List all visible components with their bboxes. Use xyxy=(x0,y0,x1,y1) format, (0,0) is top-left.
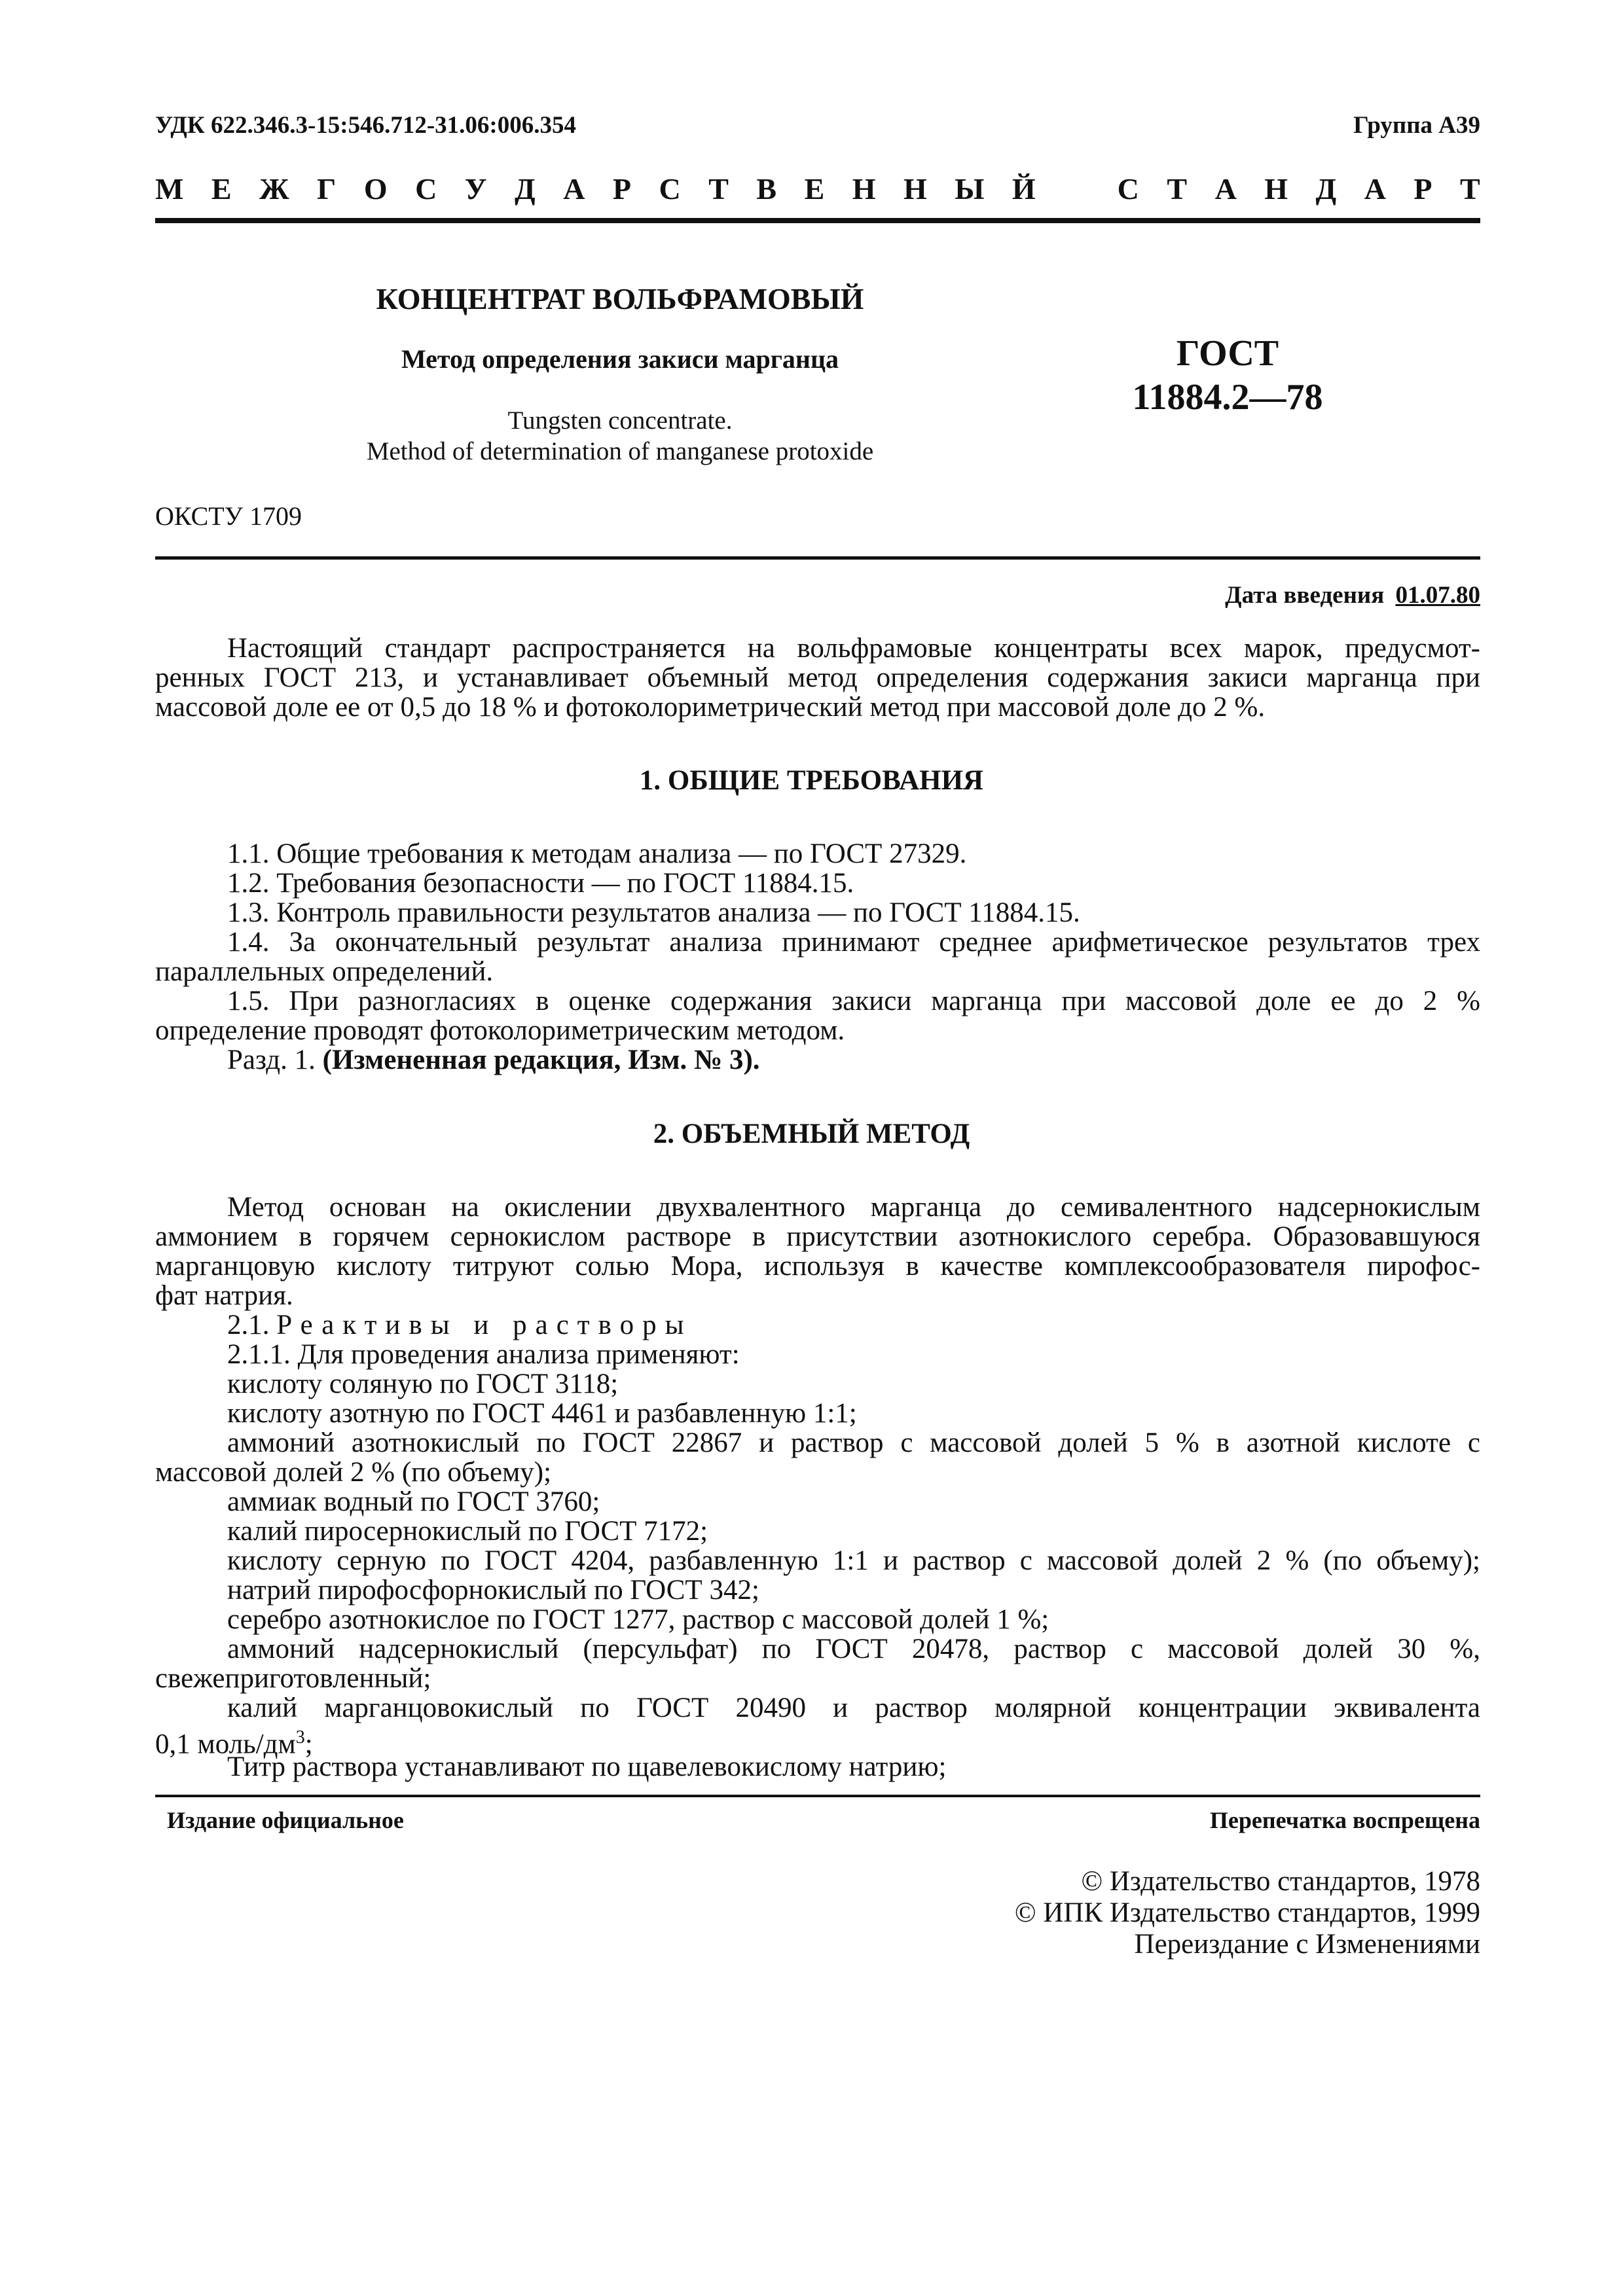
clause-1-2: 1.2. Требования безопасности — по ГОСТ 11884.15. xyxy=(227,868,854,899)
heading-letter: Н xyxy=(1264,172,1288,206)
clause-1-4: 1.4. За окончательный результат анализа принимают среднее арифметическое результатов трех xyxy=(227,927,1480,958)
header-thick-rule xyxy=(155,218,1480,223)
heading-letter: Ж xyxy=(259,172,289,206)
copyright-1999: © ИПК Издательство стандартов, 1999 xyxy=(1014,1897,1480,1928)
reagent-item: кислоту соляную по ГОСТ 3118; xyxy=(227,1369,619,1399)
reagent-item: калий марганцовокислый по ГОСТ 20490 и раствор молярной концентрации эквивалента xyxy=(227,1693,1480,1723)
clause-1-3: 1.3. Контроль правильности результатов анализа — по ГОСТ 11884.15. xyxy=(227,897,1080,928)
heading-letter: С xyxy=(415,172,437,206)
heading-letter: Д xyxy=(515,172,536,206)
document-title: КОНЦЕНТРАТ ВОЛЬФРАМОВЫЙ xyxy=(376,282,864,315)
concentration-value: 0,1 моль/дм xyxy=(155,1729,296,1760)
reagent-item: аммоний надсернокислый (персульфат) по ГОСТ 20478, раствор с массовой долей 30 %, xyxy=(227,1634,1480,1664)
introduction-date-value: 01.07.80 xyxy=(1395,582,1480,609)
heading-letter: Т xyxy=(1167,172,1188,206)
clause-1-5: 1.5. При разногласиях в оценке содержания закиси марганца при массовой доле ее до 2 % xyxy=(227,986,1480,1016)
section-1-title: 1. ОБЩИЕ ТРЕБОВАНИЯ xyxy=(639,765,984,796)
intro-line: массовой доле ее от 0,5 до 18 % и фотоколориметрический метод при массовой доле до 2 %. xyxy=(155,692,1266,723)
heading-letter: Г xyxy=(317,172,337,206)
gost-label: ГОСТ xyxy=(1176,333,1279,374)
clause-2-1-number: 2.1. xyxy=(227,1310,270,1340)
amendment-note-bold: (Измененная редакция, Изм. № 3). xyxy=(322,1045,760,1075)
heading-letter: А xyxy=(1214,172,1237,206)
clause-2-1-heading xyxy=(227,1310,693,1340)
heading-letter: В xyxy=(756,172,777,206)
amendment-note-prefix: Разд. 1. xyxy=(227,1045,323,1075)
reprint-prohibited: Перепечатка воспрещена xyxy=(1209,1807,1480,1833)
title-rule xyxy=(155,556,1480,560)
reagent-item: аммоний азотнокислый по ГОСТ 22867 и раствор с массовой долей 5 % в азотной кислоте с xyxy=(227,1427,1480,1458)
intro-line: ренных ГОСТ 213, и устанавливает объемный метод определения содержания закиси марганца при xyxy=(155,662,1480,693)
reagent-item: аммиак водный по ГОСТ 3760; xyxy=(227,1486,600,1517)
group-code: Группа А39 xyxy=(1353,112,1480,139)
english-title-line2: Method of determination of manganese protoxide xyxy=(366,437,874,465)
reagent-item: калий пиросернокислый по ГОСТ 7172; xyxy=(227,1516,708,1547)
intro-line: Настоящий стандарт распространяется на вольфрамовые концентраты всех марок, предусмот- xyxy=(227,633,1480,664)
clause-1-4-cont: параллельных определений. xyxy=(155,956,494,987)
english-title-line1: Tungsten concentrate. xyxy=(507,406,733,435)
oksty-code: ОКСТУ 1709 xyxy=(155,501,302,531)
gost-number: 11884.2—78 xyxy=(1132,377,1323,418)
heading-letter: О xyxy=(363,172,388,206)
heading-letter: А xyxy=(1364,172,1386,206)
clause-1-1: 1.1. Общие требования к методам анализа — по ГОСТ 27329. xyxy=(227,838,967,869)
heading-letter: Р xyxy=(612,172,632,206)
reissue-note: Переиздание с Изменениями xyxy=(1134,1929,1480,1960)
standard-type-heading xyxy=(155,171,1480,206)
heading-letter: Ы xyxy=(955,172,985,206)
clause-1-5-cont: определение проводят фотоколориметрическим методом. xyxy=(155,1015,845,1046)
copyright-1978: © Издательство стандартов, 1978 xyxy=(1081,1866,1480,1897)
heading-letter: М xyxy=(155,172,184,206)
method-description-line: Метод основан на окислении двухвалентного марганца до семивалентного надсернокислым xyxy=(227,1192,1480,1223)
method-description-line: фат натрия. xyxy=(155,1280,293,1311)
superscript-cube: 3 xyxy=(295,1727,305,1748)
reagent-item: серебро азотнокислое по ГОСТ 1277, раствор с массовой долей 1 %; xyxy=(227,1604,1049,1635)
heading-letter: Т xyxy=(708,172,729,206)
heading-letter: Д xyxy=(1315,172,1337,206)
heading-letter: Е xyxy=(804,172,825,206)
section-2-title: 2. ОБЪЕМНЫЙ МЕТОД xyxy=(653,1119,970,1149)
semicolon: ; xyxy=(304,1729,313,1760)
reagent-item: кислоту азотную по ГОСТ 4461 и разбавленную 1:1; xyxy=(227,1398,857,1429)
udk-code: УДК 622.346.3-15:546.712-31.06:006.354 xyxy=(155,112,576,139)
introduction-date-label: Дата введения xyxy=(1225,582,1385,609)
reagent-item-cont: массовой долей 2 % (по объему); xyxy=(155,1457,552,1488)
heading-letter: Т xyxy=(1460,172,1480,206)
heading-letter: С xyxy=(1117,172,1139,206)
document-subtitle: Метод определения закиси марганца xyxy=(401,344,839,374)
reagent-item: кислоту серную по ГОСТ 4204, разбавленную 1:1 и раствор с массовой долей 2 % (по объему); xyxy=(227,1545,1480,1576)
clause-2-1-title: Реактивы и растворы xyxy=(276,1310,693,1340)
heading-letter: С xyxy=(659,172,681,206)
reagent-item: натрий пирофосфорнокислый по ГОСТ 342; xyxy=(227,1575,759,1605)
reagent-item-cont: свежеприготовленный; xyxy=(155,1663,431,1694)
footer-rule xyxy=(155,1795,1480,1797)
method-description-line: марганцовую кислоту титруют солью Мора, используя в качестве комплексообразователя пирофос- xyxy=(155,1251,1480,1282)
heading-letter: Н xyxy=(903,172,927,206)
heading-letter: У xyxy=(464,172,487,206)
reagent-item: Титр раствора устанавливают по щавелевокислому натрию; xyxy=(227,1751,947,1782)
section-1-amendment-note xyxy=(227,1045,760,1075)
method-description-line: аммонием в горячем сернокислом растворе в присутствии азотнокислого серебра. Образовавшуюся xyxy=(155,1221,1480,1252)
heading-letter: Р xyxy=(1413,172,1432,206)
heading-letter: А xyxy=(563,172,585,206)
heading-letter: Й xyxy=(1012,172,1036,206)
official-edition: Издание официальное xyxy=(167,1807,404,1833)
heading-letter: Е xyxy=(211,172,232,206)
introduction-date xyxy=(1225,581,1480,609)
clause-2-1-1: 2.1.1. Для проведения анализа применяют: xyxy=(227,1339,740,1370)
heading-letter: Н xyxy=(852,172,876,206)
